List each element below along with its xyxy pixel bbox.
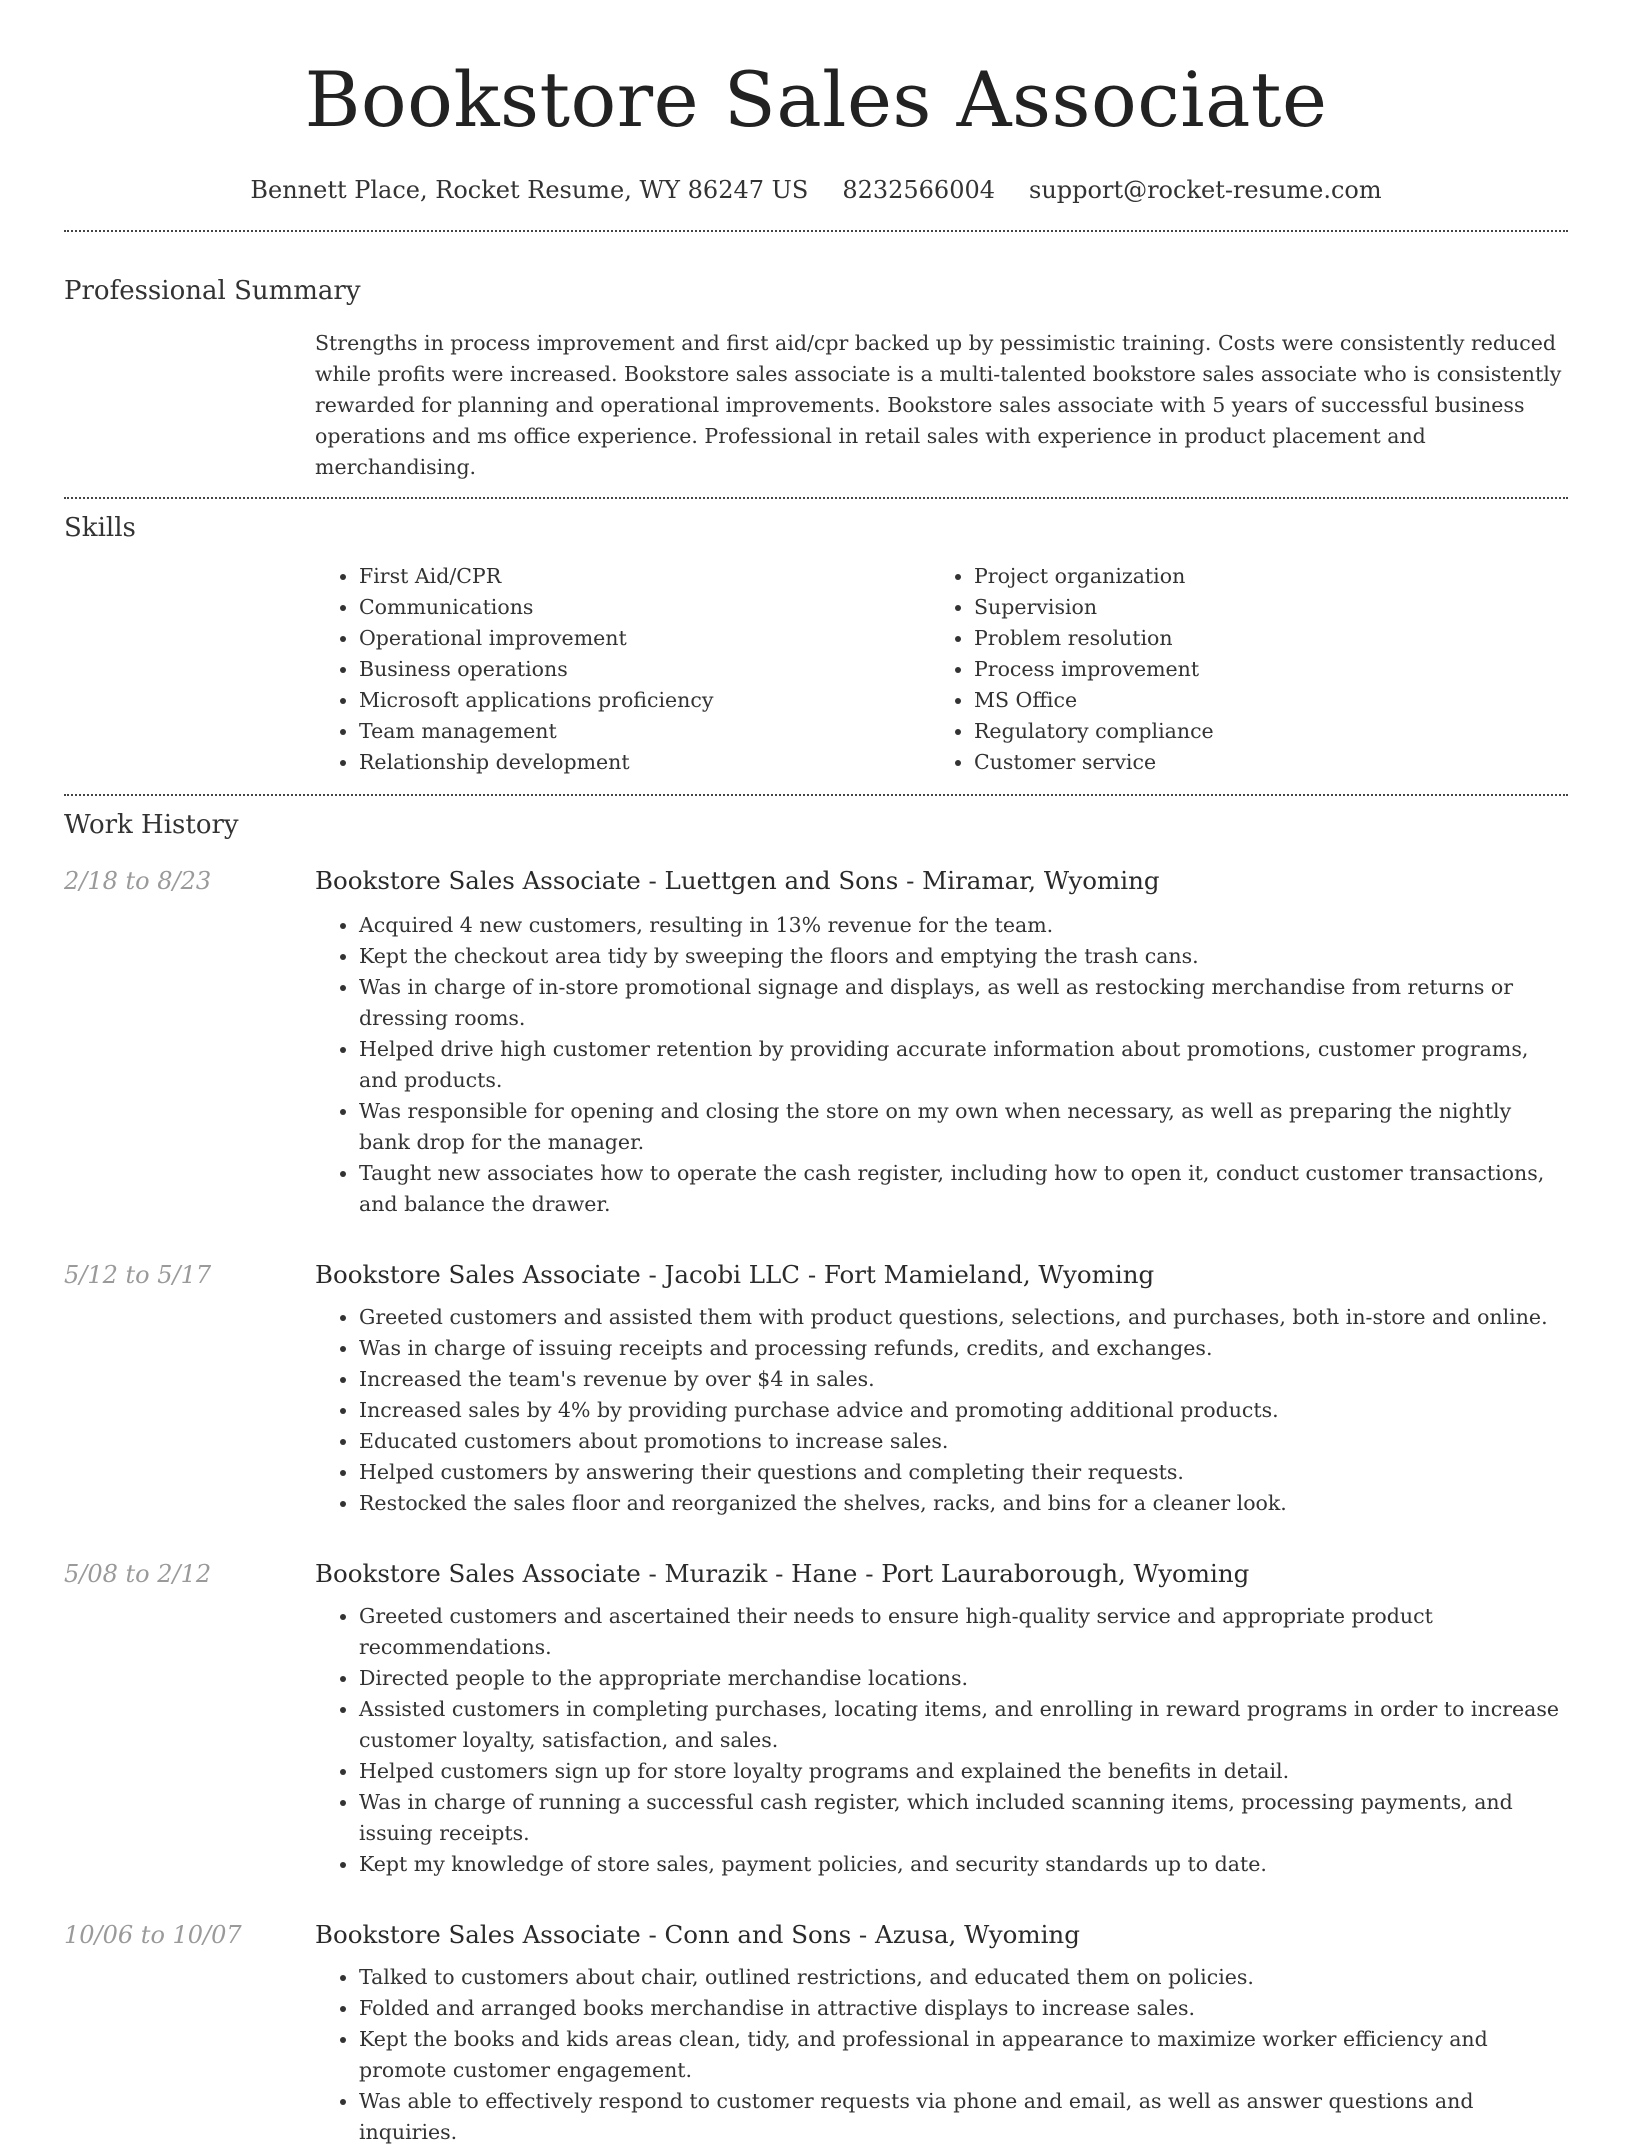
- list-item: • Restocked the sales floor and reorganized the shelves, racks, and bins for a cleaner look.: [359, 1488, 1568, 1519]
- job-dates: 2/18 to 8/23: [64, 867, 212, 895]
- list-item: • Was in charge of running a successful cash register, which included scanning items, processing payments, and issuing receipts.: [359, 1787, 1568, 1849]
- job-duties-list: [315, 1601, 1568, 1880]
- list-item: • Kept the checkout area tidy by sweeping the floors and emptying the trash cans.: [359, 941, 1568, 972]
- list-item: • Communications: [359, 592, 930, 623]
- list-item: • Was in charge of issuing receipts and processing refunds, credits, and exchanges.: [359, 1333, 1568, 1364]
- work-history-heading: Work History: [64, 810, 239, 840]
- job-duties-list: [315, 1302, 1568, 1519]
- skills-heading: Skills: [64, 513, 136, 543]
- summary-heading: Professional Summary: [64, 276, 361, 306]
- list-item: • Greeted customers and assisted them with product questions, selections, and purchases, both in-store and online.: [359, 1302, 1568, 1333]
- list-item: • Helped customers sign up for store loyalty programs and explained the benefits in detail.: [359, 1756, 1568, 1787]
- list-item: • Taught new associates how to operate the cash register, including how to open it, conduct customer transactions, and balance the drawer.: [359, 1158, 1568, 1220]
- section-divider: [64, 497, 1568, 499]
- list-item: • Increased sales by 4% by providing purchase advice and promoting additional products.: [359, 1395, 1568, 1426]
- list-item: • Helped drive high customer retention by providing accurate information about promotions, customer programs, and products.: [359, 1034, 1568, 1096]
- list-item: • Assisted customers in completing purchases, locating items, and enrolling in reward programs in order to increase customer loyalty, satisfaction, and sales.: [359, 1694, 1568, 1756]
- list-item: • Was in charge of in-store promotional signage and displays, as well as restocking merchandise from returns or dressing rooms.: [359, 972, 1568, 1034]
- list-item: • Helped customers by answering their questions and completing their requests.: [359, 1457, 1568, 1488]
- job-dates: 10/06 to 10/07: [64, 1921, 242, 1949]
- skills-list-right: [930, 561, 1545, 778]
- job-details: [315, 1557, 1568, 1880]
- list-item: • MS Office: [974, 685, 1545, 716]
- skills-list-left: [315, 561, 930, 778]
- list-item: • Greeted customers and ascertained their needs to ensure high-quality service and appropriate product recommendations.: [359, 1601, 1568, 1663]
- summary-text: Strengths in process improvement and first aid/cpr backed up by pessimistic training. Costs were consistently reduced while profits were increased. Bookstore sales associate is a multi-talented bookstore sales associate who is consistently rewarded for planning and operational improvements. Bookstore sales associate with 5 years of successful business operations and ms office experience. Professional in retail sales with experience in product placement and merchandising.: [315, 331, 1562, 479]
- job-entry: [64, 864, 1568, 1220]
- job-details: [315, 1258, 1568, 1519]
- list-item: • Folded and arranged books merchandise in attractive displays to increase sales.: [359, 1993, 1568, 2024]
- skills-grid: [315, 561, 1568, 778]
- section-divider: [64, 230, 1568, 232]
- job-duties-list: [315, 1962, 1568, 2148]
- list-item: • Increased the team's revenue by over $4 in sales.: [359, 1364, 1568, 1395]
- list-item: • Business operations: [359, 654, 930, 685]
- job-duties-list: [315, 910, 1568, 1220]
- list-item: • Kept my knowledge of store sales, payment policies, and security standards up to date.: [359, 1849, 1568, 1880]
- list-item: • Regulatory compliance: [974, 716, 1545, 747]
- job-entry: [64, 1258, 1568, 1519]
- job-title: Bookstore Sales Associate - Conn and Sons - Azusa, Wyoming: [315, 1920, 1080, 1949]
- list-item: • Acquired 4 new customers, resulting in 13% revenue for the team.: [359, 910, 1568, 941]
- list-item: • Educated customers about promotions to increase sales.: [359, 1426, 1568, 1457]
- list-item: • Was responsible for opening and closing the store on my own when necessary, as well as preparing the nightly bank drop for the manager.: [359, 1096, 1568, 1158]
- job-title: Bookstore Sales Associate - Jacobi LLC - Fort Mamieland, Wyoming: [315, 1260, 1155, 1289]
- job-entry: [64, 1557, 1568, 1880]
- job-list: [64, 864, 1568, 2148]
- contact-address: Bennett Place, Rocket Resume, WY 86247 US: [250, 176, 809, 204]
- job-dates: 5/08 to 2/12: [64, 1560, 212, 1588]
- contact-phone: 8232566004: [842, 176, 996, 204]
- skills-column-right: [930, 561, 1545, 778]
- list-item: • Was able to effectively respond to customer requests via phone and email, as well as answer questions and inquiries.: [359, 2086, 1568, 2148]
- list-item: • Project organization: [974, 561, 1545, 592]
- work-history-section: [64, 808, 1568, 2148]
- job-details: [315, 1918, 1568, 2148]
- job-details: [315, 864, 1568, 1220]
- list-item: • Operational improvement: [359, 623, 930, 654]
- list-item: • Problem resolution: [974, 623, 1545, 654]
- job-title: Bookstore Sales Associate - Luettgen and Sons - Miramar, Wyoming: [315, 866, 1160, 895]
- job-dates: 5/12 to 5/17: [64, 1261, 212, 1289]
- list-item: • Supervision: [974, 592, 1545, 623]
- contact-email: support@rocket-resume.com: [1029, 176, 1382, 204]
- list-item: • Directed people to the appropriate merchandise locations.: [359, 1663, 1568, 1694]
- list-item: • Talked to customers about chair, outlined restrictions, and educated them on policies.: [359, 1962, 1568, 1993]
- skills-column-left: [315, 561, 930, 778]
- job-entry: [64, 1918, 1568, 2148]
- contact-line: [64, 174, 1568, 206]
- resume-header: [64, 0, 1568, 206]
- skills-section: [64, 511, 1568, 778]
- list-item: • Relationship development: [359, 747, 930, 778]
- list-item: • Team management: [359, 716, 930, 747]
- section-divider: [64, 794, 1568, 796]
- list-item: • Microsoft applications proficiency: [359, 685, 930, 716]
- candidate-name: Bookstore Sales Associate: [304, 55, 1328, 144]
- list-item: • Kept the books and kids areas clean, tidy, and professional in appearance to maximize worker efficiency and promote customer engagement.: [359, 2024, 1568, 2086]
- list-item: • Customer service: [974, 747, 1545, 778]
- summary-section: [64, 274, 1568, 483]
- list-item: • Process improvement: [974, 654, 1545, 685]
- job-title: Bookstore Sales Associate - Murazik - Hane - Port Lauraborough, Wyoming: [315, 1559, 1250, 1588]
- list-item: • First Aid/CPR: [359, 561, 930, 592]
